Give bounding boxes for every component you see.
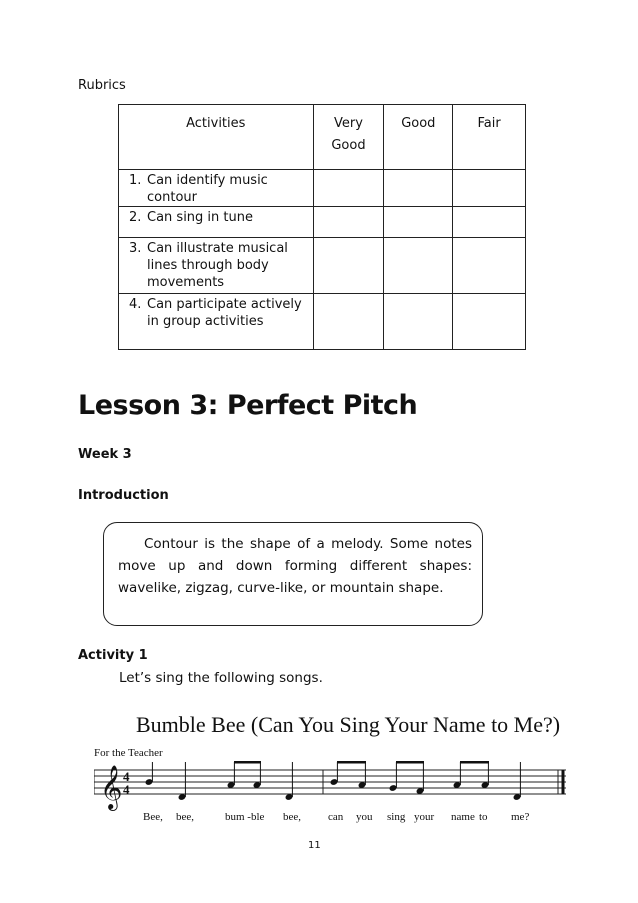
table-row [119,238,526,294]
for-the-teacher-label: For the Teacher [94,747,163,759]
note-beam [396,761,424,764]
note-beam [460,761,489,764]
rating-cell [313,238,384,294]
introduction-text: Contour is the shape of a melody. Some notes move up and down forming different shapes: wavelike, zigzag, curve-like, or mountain shape. [118,536,472,596]
activity-heading: Activity 1 [78,648,148,663]
rating-cell [453,238,526,294]
staff-lines [94,770,566,794]
music-staff [94,758,574,828]
activity-instruction: Let’s sing the following songs. [119,670,323,686]
note-beam [337,761,366,764]
header-fair: Fair [453,105,526,170]
song-title: Bumble Bee (Can You Sing Your Name to Me?) [136,712,561,737]
header-good: Good [384,105,453,170]
lyric: me? [511,811,530,823]
rating-cell [384,170,453,207]
lyric: bee, [283,811,302,823]
rating-cell [313,294,384,350]
lyric: you [356,811,373,823]
lyric: sing [387,811,406,823]
table-row [119,207,526,238]
activity-text: Can illustrate musical lines through body movements [147,241,288,290]
table-row [119,294,526,350]
activity-cell: 3. Can illustrate musical lines through body movements [119,238,314,294]
page-number: 11 [308,840,321,851]
rating-cell [453,207,526,238]
note-beam [234,761,261,764]
activity-cell: 4. Can participate actively in group activities [119,294,314,350]
treble-clef-icon: 𝄞 [100,765,123,809]
rating-cell [384,207,453,238]
activity-cell: 2. Can sing in tune [119,207,314,238]
rating-cell [313,207,384,238]
table-row [119,170,526,207]
lyric: your [414,811,435,823]
rating-cell [384,294,453,350]
lesson-title: Lesson 3: Perfect Pitch [78,390,418,421]
lyric: Bee, [143,811,163,823]
lyric: name [451,811,475,823]
lyric: bee, [176,811,195,823]
rubrics-heading: Rubrics [78,78,126,93]
rating-cell [384,238,453,294]
rating-cell [453,170,526,207]
header-activities: Activities [119,105,314,170]
rubric-table [118,104,526,350]
activity-text: Can participate actively in group activities [147,297,302,329]
lyric: to [479,811,488,823]
lyric: bum - [225,811,251,823]
time-signature-top: 4 [123,769,130,784]
activity-text: Can identify music contour [147,173,268,205]
activity-cell: 1. Can identify music contour [119,170,314,207]
lyric: ble [251,811,265,823]
lyric: can [328,811,344,823]
week-label: Week 3 [78,447,132,462]
header-very-good: Very Good [313,105,384,170]
activity-text: Can sing in tune [147,210,253,225]
rating-cell [453,294,526,350]
lyrics [143,811,529,823]
rubric-header-row [119,105,526,170]
rating-cell [313,170,384,207]
introduction-box [103,522,483,626]
time-signature-bottom: 4 [123,782,130,797]
introduction-heading: Introduction [78,488,169,503]
